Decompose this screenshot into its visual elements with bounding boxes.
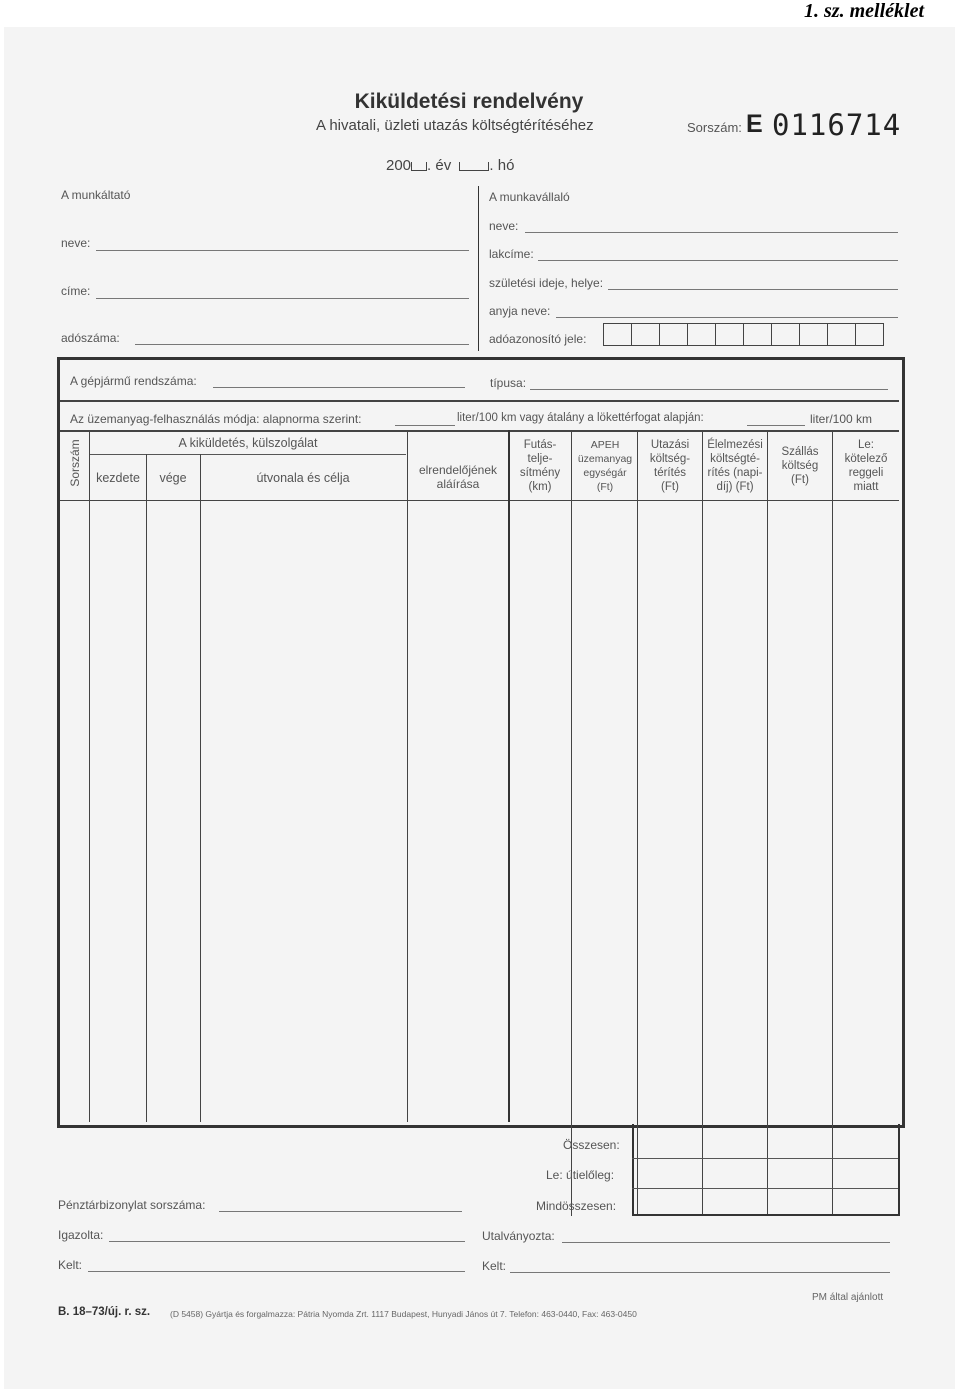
taxid-digit-box[interactable]: [715, 323, 744, 346]
serial-prefix: E: [746, 110, 763, 138]
col-signature-line1: elrendelőjének: [418, 463, 498, 477]
col-travel-cost-line1: Utazási: [650, 439, 690, 451]
vehicle-plate-field[interactable]: [213, 387, 465, 388]
dated-left-field[interactable]: [88, 1271, 465, 1272]
col-lodging-line2: költség: [781, 460, 819, 472]
col-fuel-price-line3: egységár: [583, 467, 627, 479]
employee-name-label: neve:: [489, 219, 519, 233]
col-end-label: vége: [159, 471, 187, 485]
vehicle-plate-label: A gépjármű rendszáma:: [70, 374, 197, 388]
form-title: Kiküldetési rendelvény: [354, 90, 584, 113]
taxid-digit-box[interactable]: [771, 323, 800, 346]
employer-heading: A munkáltató: [61, 188, 131, 202]
col-distance-line1: Futás-: [523, 439, 557, 451]
taxid-digit-box[interactable]: [799, 323, 828, 346]
col-deduct-header: [834, 438, 898, 494]
form-code: B. 18–73/új. r. sz.: [58, 1306, 151, 1318]
employee-heading: A munkavállaló: [489, 190, 570, 204]
month-suffix: . hó: [489, 157, 515, 174]
taxid-digit-box[interactable]: [827, 323, 856, 346]
col-distance-line3: sítmény: [519, 467, 561, 479]
taxid-digit-box[interactable]: [743, 323, 772, 346]
col-distance-header: [510, 438, 570, 494]
fuel-norm-field[interactable]: [395, 425, 455, 426]
payment-field[interactable]: [562, 1242, 890, 1243]
employer-tax-field[interactable]: [135, 344, 469, 345]
col-distance-line2: telje-: [527, 453, 553, 465]
date-line: [386, 157, 514, 174]
fuel-mode-label: Az üzemanyag-felhasználás módja: alapnorma szerint:: [70, 412, 362, 426]
group-heading: A kiküldetés, külszolgálat: [178, 436, 318, 450]
col-lodging-line1: Szállás: [781, 446, 819, 458]
dated-right-label: Kelt:: [482, 1259, 507, 1273]
group-heading-underline: [90, 454, 406, 455]
col-deduct-line2: kötelező: [844, 453, 888, 465]
col-line-8: [702, 430, 703, 1216]
fuel-divider: [60, 430, 899, 432]
certified-label: Igazolta:: [58, 1228, 104, 1242]
col-line-9: [767, 430, 768, 1216]
col-signature-header: [408, 463, 508, 491]
employee-residence-label: lakcíme:: [489, 247, 534, 261]
col-deduct-line1: Le:: [858, 439, 874, 451]
col-fuel-price-header: [572, 438, 638, 494]
taxid-digit-box[interactable]: [631, 323, 660, 346]
fuel-flat-field[interactable]: [747, 425, 805, 426]
cash-voucher-label: Pénztárbizonylat sorszáma:: [58, 1198, 206, 1212]
certified-field[interactable]: [109, 1241, 465, 1242]
header-divider: [478, 186, 479, 351]
annex-label: 1. sz. melléklet: [804, 0, 924, 22]
cash-voucher-field[interactable]: [219, 1211, 462, 1212]
employee-residence-field[interactable]: [538, 260, 898, 261]
col-travel-cost-header: [638, 438, 702, 494]
employer-name-label: neve:: [61, 236, 91, 250]
employer-address-label: címe:: [61, 284, 91, 298]
recommendation-note: PM által ajánlott: [812, 1292, 884, 1303]
serial-label: Sorszám:: [687, 120, 742, 135]
employee-birth-field[interactable]: [608, 289, 898, 290]
publisher-info: (D 5458) Gyártja és forgalmazza: Pátria Nyomda Zrt. 1117 Budapest, Hunyadi János út 7. Telefon: 463-0440, Fax: 463-0450: [170, 1309, 637, 1319]
col-meal-header: [703, 438, 767, 494]
employee-taxid-label: adóazonosító jele:: [489, 332, 587, 346]
col-fuel-price-line4: (Ft): [596, 481, 614, 493]
col-meal-line3: rítés (napi-: [707, 467, 763, 479]
totals-frame: [632, 1124, 900, 1216]
fuel-per100-label-b: liter/100 km: [810, 412, 873, 426]
col-travel-cost-line4: (Ft): [661, 481, 679, 493]
year-prefix: 200: [386, 157, 412, 174]
year-digit-box[interactable]: [411, 162, 427, 171]
employee-name-field[interactable]: [525, 232, 898, 233]
header-row-bottom: [60, 500, 899, 501]
vehicle-type-field[interactable]: [530, 389, 888, 390]
col-meal-line4: díj) (Ft): [716, 481, 754, 493]
employee-mother-label: anyja neve:: [489, 304, 551, 318]
col-deduct-line4: miatt: [853, 481, 879, 493]
col-sorszam-header: [64, 438, 86, 496]
col-line-10: [832, 430, 833, 1216]
advance-label: Le: útielőleg:: [546, 1168, 615, 1182]
payment-label: Utalványozta:: [482, 1229, 555, 1243]
employee-mother-field[interactable]: [556, 317, 898, 318]
dated-right-field[interactable]: [510, 1272, 890, 1273]
employee-birth-label: születési ideje, helye:: [489, 276, 604, 290]
col-line-7: [637, 430, 638, 1216]
employer-address-field[interactable]: [96, 298, 469, 299]
taxid-digit-box[interactable]: [687, 323, 716, 346]
taxid-digit-box[interactable]: [855, 323, 884, 346]
grand-total-label: Mindösszesen:: [536, 1199, 617, 1213]
fuel-per100-label-a: liter/100 km vagy átalány a lökettérfogat alapján:: [457, 412, 704, 424]
col-deduct-line3: reggeli: [848, 467, 884, 479]
col-signature-line2: aláírása: [436, 477, 480, 491]
col-fuel-price-line1: APEH: [590, 439, 620, 451]
col-distance-line4: (km): [528, 481, 552, 493]
employer-name-field[interactable]: [96, 250, 469, 251]
totals-line-2: [632, 1188, 898, 1189]
col-meal-line2: költségté-: [710, 453, 760, 465]
col-line-2: [146, 454, 147, 1122]
col-meal-line1: Élelmezési: [707, 439, 763, 451]
col-start-label: kezdete: [96, 471, 140, 485]
col-lodging-header: [768, 445, 832, 487]
employer-tax-label: adószáma:: [61, 331, 120, 345]
col-travel-cost-line3: térítés: [654, 467, 686, 479]
col-fuel-price-line2: üzemanyag: [577, 453, 633, 465]
year-suffix: . év: [427, 157, 452, 174]
serial-number: 0116714: [772, 108, 902, 142]
vehicle-divider: [60, 400, 899, 402]
dated-left-label: Kelt:: [58, 1258, 83, 1272]
col-sorszam-label: Sorszám: [68, 439, 82, 487]
col-line-1: [89, 430, 90, 1122]
col-route-label: útvonala és célja: [256, 471, 350, 485]
totals-line-1: [632, 1158, 898, 1159]
col-line-3: [200, 454, 201, 1122]
col-lodging-line3: (Ft): [791, 474, 809, 486]
col-line-6: [571, 430, 572, 1216]
col-line-4: [407, 430, 408, 1122]
sum-label: Összesen:: [563, 1138, 620, 1152]
col-line-5: [508, 430, 510, 1122]
month-box[interactable]: [459, 162, 489, 171]
taxid-digit-box[interactable]: [659, 323, 688, 346]
col-travel-cost-line2: költség-: [649, 453, 691, 465]
totals-left-border: [632, 1124, 634, 1214]
taxid-digit-box[interactable]: [603, 323, 632, 346]
vehicle-type-label: típusa:: [490, 376, 527, 390]
form-subtitle: A hivatali, üzleti utazás költségtérítéséhez: [316, 117, 594, 134]
